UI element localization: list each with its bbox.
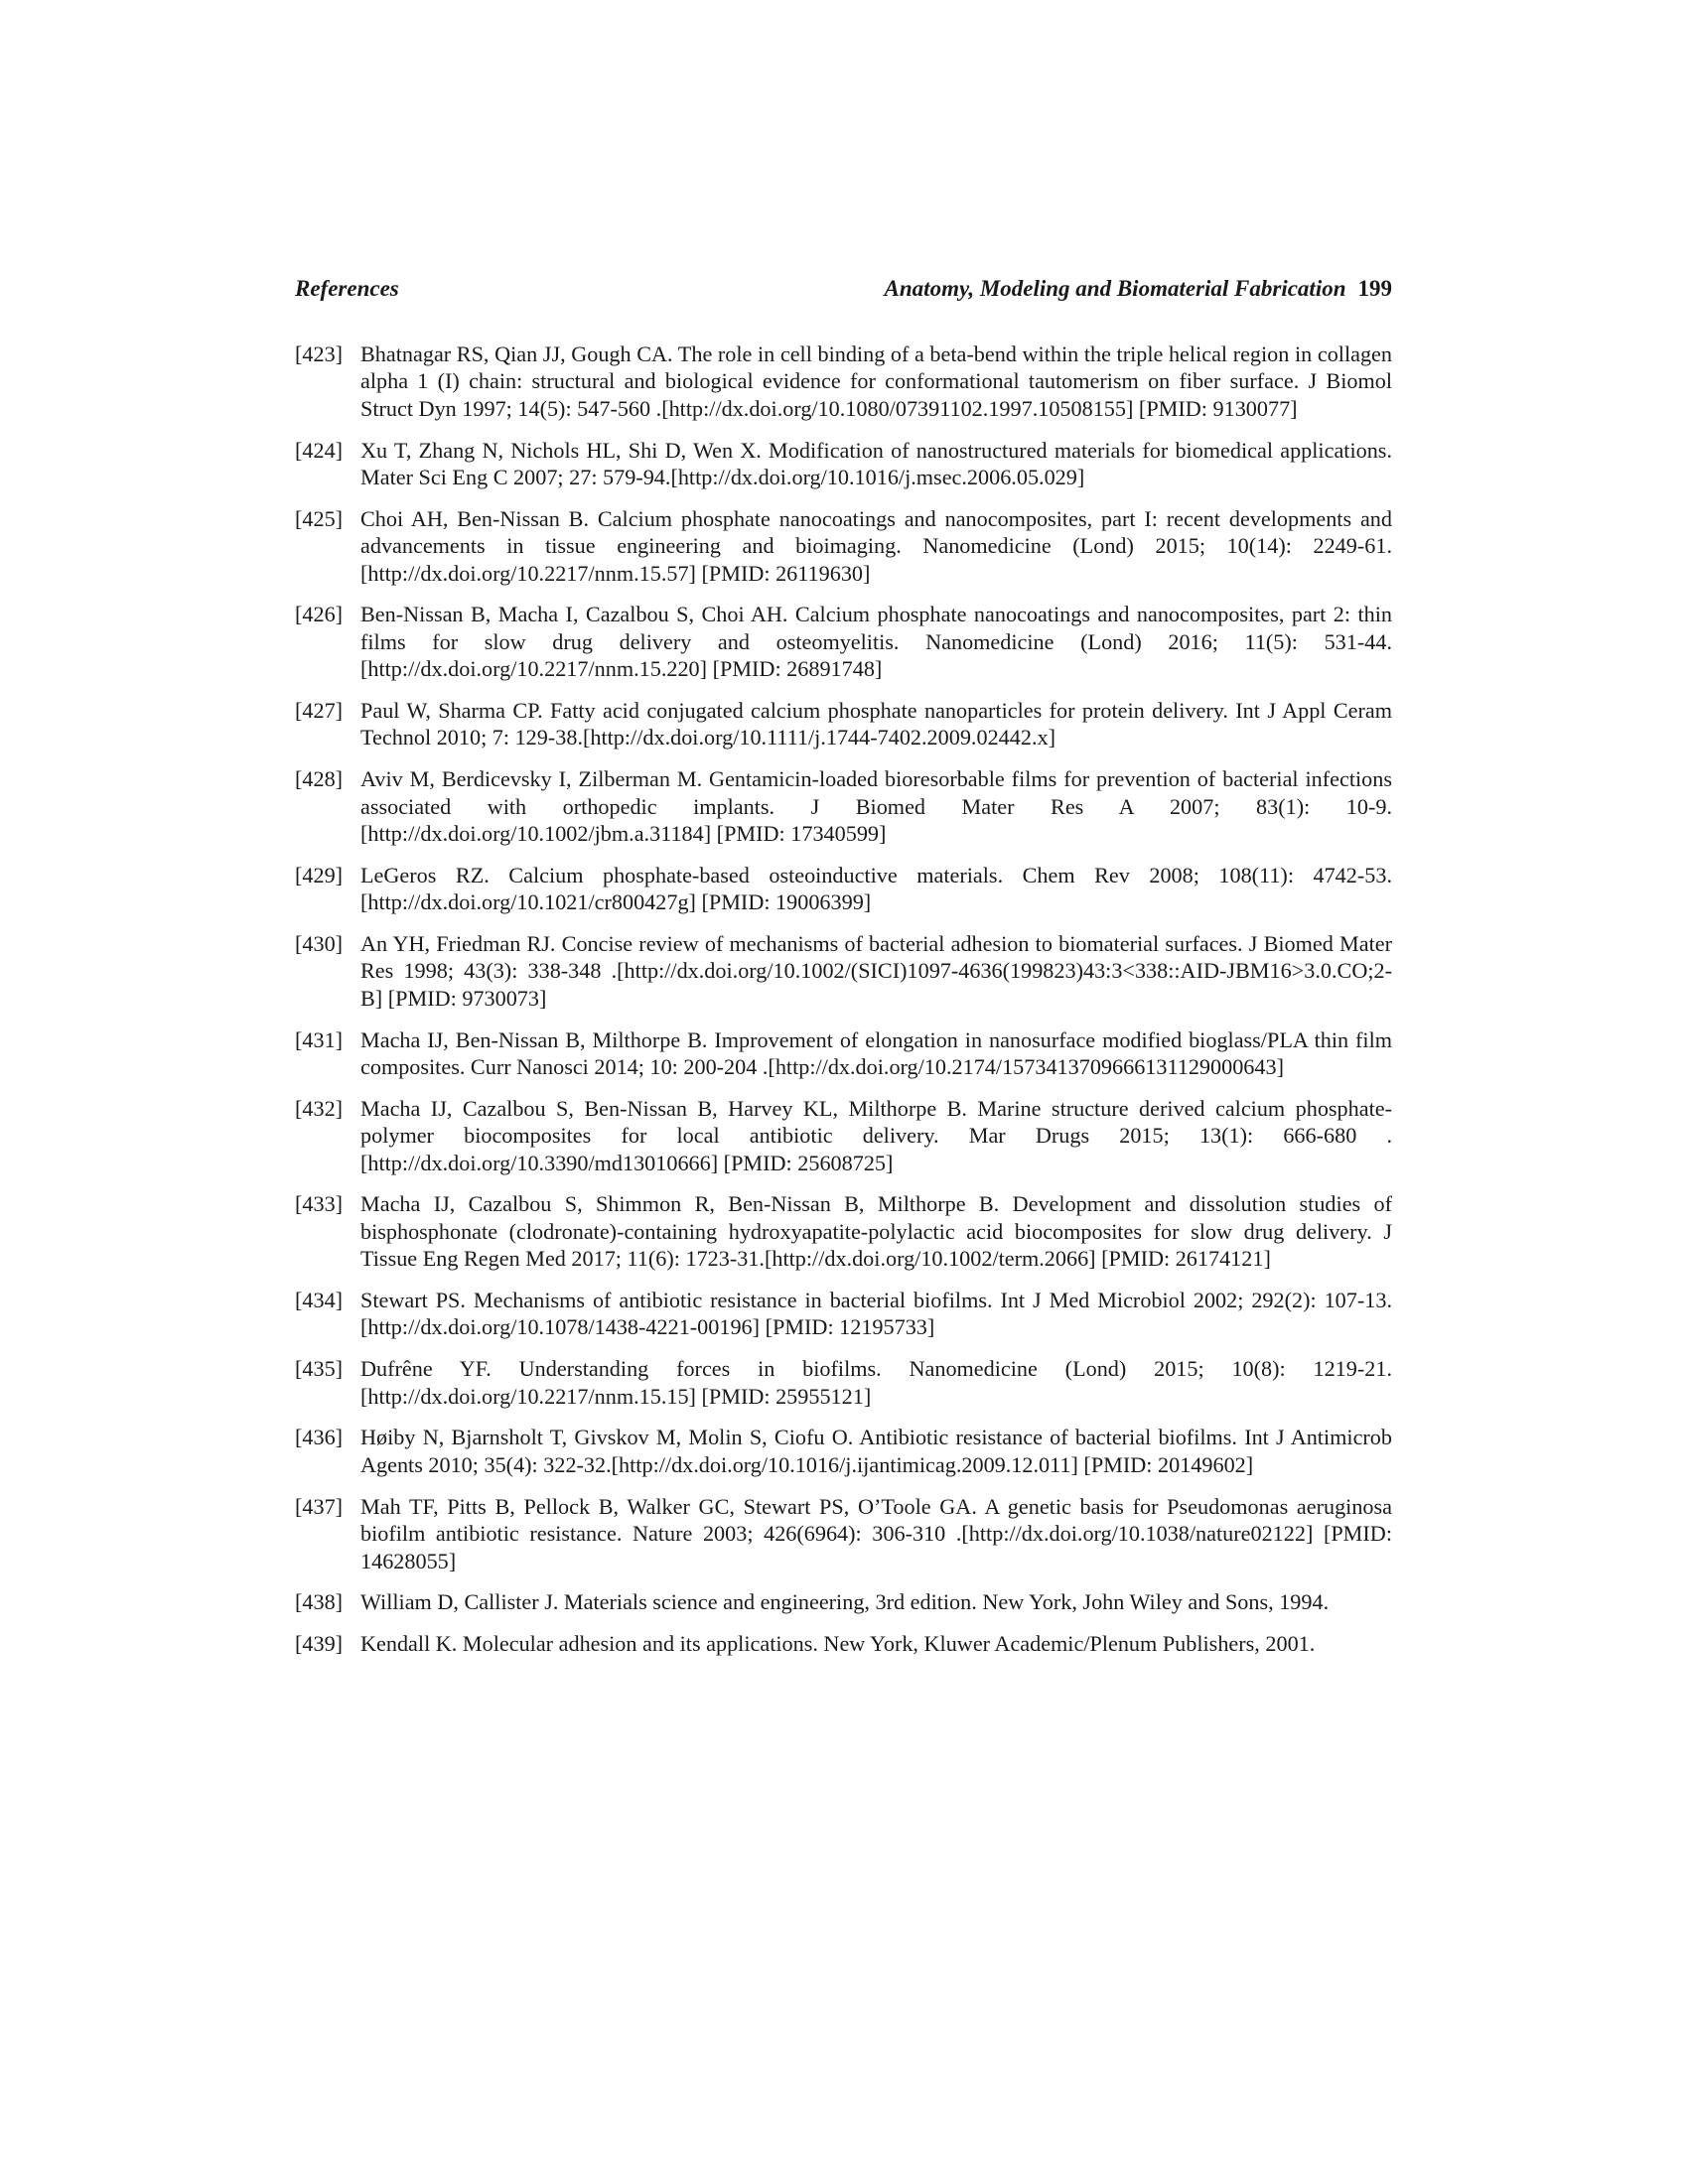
reference-number: [425]	[295, 505, 344, 531]
reference-number: [431]	[295, 1026, 344, 1052]
reference-text: Macha IJ, Cazalbou S, Shimmon R, Ben-Nissan B, Milthorpe B. Development and dissolution studies of bisphosphonate (clodronate)-containing hydroxyapatite-polylactic acid biocomposites for slow drug delivery. J Tissue Eng Regen Med 2017; 11(6): 1723-31.[http://dx.doi.org/10.1002/term.2066] [PMID: 26174121]	[360, 1191, 1392, 1272]
book-title-group	[885, 271, 1392, 307]
book-title: Anatomy, Modeling and Biomaterial Fabrication	[884, 276, 1346, 301]
reference-text: Mah TF, Pitts B, Pellock B, Walker GC, Stewart PS, O’Toole GA. A genetic basis for Pseudomonas aeruginosa biofilm antibiotic resistance. Nature 2003; 426(6964): 306-310 .[http://dx.doi.org/10.1038/nature02122] [PMID: 14628055]	[360, 1493, 1392, 1573]
reference-text: Bhatnagar RS, Qian JJ, Gough CA. The role in cell binding of a beta-bend within the triple helical region in collagen alpha 1 (I) chain: structural and biological evidence for conformational tautomerism on fiber surface. J Biomol Struct Dyn 1997; 14(5): 547-560 .[http://dx.doi.org/10.1080/07391102.1997.10508155] [PMID: 9130077]	[360, 341, 1392, 421]
reference-text: Xu T, Zhang N, Nichols HL, Shi D, Wen X. Modification of nanostructured materials for biomedical applications. Mater Sci Eng C 2007; 27: 579-94.[http://dx.doi.org/10.1016/j.msec.2006.05.029]	[360, 437, 1392, 490]
reference-number: [429]	[295, 862, 344, 887]
reference-item	[295, 765, 1392, 847]
reference-item	[295, 505, 1392, 587]
reference-item	[295, 1190, 1392, 1272]
section-title: References	[295, 276, 399, 301]
reference-item	[295, 1287, 1392, 1341]
reference-number: [437]	[295, 1493, 344, 1519]
reference-number: [423]	[295, 341, 344, 366]
reference-number: [430]	[295, 931, 344, 957]
reference-item	[295, 1095, 1392, 1176]
reference-number: [428]	[295, 766, 344, 792]
reference-number: [427]	[295, 698, 344, 724]
reference-item	[295, 1355, 1392, 1410]
reference-item	[295, 1588, 1392, 1615]
reference-text: Dufrêne YF. Understanding forces in biofilms. Nanomedicine (Lond) 2015; 10(8): 1219-21.[http://dx.doi.org/10.2217/nnm.15.15] [PMID: 25955121]	[360, 1356, 1392, 1409]
reference-text: Aviv M, Berdicevsky I, Zilberman M. Gentamicin-loaded bioresorbable films for prevention of bacterial infections associated with orthopedic implants. J Biomed Mater Res A 2007; 83(1): 10-9.[http://dx.doi.org/10.1002/jbm.a.31184] [PMID: 17340599]	[360, 766, 1392, 847]
reference-text: Kendall K. Molecular adhesion and its applications. New York, Kluwer Academic/Plenum Publishers, 2001.	[360, 1631, 1316, 1657]
reference-number: [434]	[295, 1288, 344, 1313]
reference-text: Paul W, Sharma CP. Fatty acid conjugated calcium phosphate nanoparticles for protein delivery. Int J Appl Ceram Technol 2010; 7: 129-38.[http://dx.doi.org/10.1111/j.1744-7402.2009.02442.x]	[360, 698, 1392, 751]
reference-item	[295, 862, 1392, 916]
reference-number: [432]	[295, 1095, 344, 1121]
reference-item	[295, 697, 1392, 751]
reference-number: [438]	[295, 1589, 344, 1615]
reference-item	[295, 1630, 1392, 1657]
reference-item	[295, 437, 1392, 491]
reference-number: [439]	[295, 1631, 344, 1657]
reference-number: [424]	[295, 437, 344, 463]
reference-text: William D, Callister J. Materials science and engineering, 3rd edition. New York, John Wiley and Sons, 1994.	[360, 1589, 1330, 1615]
reference-number: [426]	[295, 602, 344, 627]
reference-item	[295, 1493, 1392, 1574]
reference-text: Macha IJ, Cazalbou S, Ben-Nissan B, Harvey KL, Milthorpe B. Marine structure derived calcium phosphate-polymer biocomposites for local antibiotic delivery. Mar Drugs 2015; 13(1): 666-680 .[http://dx.doi.org/10.3390/md13010666] [PMID: 25608725]	[360, 1095, 1392, 1175]
reference-text: Stewart PS. Mechanisms of antibiotic resistance in bacterial biofilms. Int J Med Microbiol 2002; 292(2): 107-13.[http://dx.doi.org/10.1078/1438-4221-00196] [PMID: 12195733]	[360, 1288, 1392, 1340]
reference-item	[295, 601, 1392, 682]
reference-number: [436]	[295, 1425, 344, 1450]
reference-text: Ben-Nissan B, Macha I, Cazalbou S, Choi AH. Calcium phosphate nanocoatings and nanocomposites, part 2: thin films for slow drug delivery and osteomyelitis. Nanomedicine (Lond) 2016; 11(5): 531-44.[http://dx.doi.org/10.2217/nnm.15.220] [PMID: 26891748]	[360, 602, 1392, 682]
running-header	[295, 271, 1392, 307]
reference-item	[295, 1026, 1392, 1081]
reference-item	[295, 930, 1392, 1012]
reference-text: Macha IJ, Ben-Nissan B, Milthorpe B. Improvement of elongation in nanosurface modified bioglass/PLA thin film composites. Curr Nanosci 2014; 10: 200-204 .[http://dx.doi.org/10.2174/1573413709666131129000643]	[360, 1026, 1392, 1080]
reference-text: LeGeros RZ. Calcium phosphate-based osteoinductive materials. Chem Rev 2008; 108(11): 4742-53.[http://dx.doi.org/10.1021/cr800427g] [PMID: 19006399]	[360, 862, 1392, 915]
reference-item	[295, 341, 1392, 422]
reference-text: Choi AH, Ben-Nissan B. Calcium phosphate nanocoatings and nanocomposites, part I: recent developments and advancements in tissue engineering and bioimaging. Nanomedicine (Lond) 2015; 10(14): 2249-61.[http://dx.doi.org/10.2217/nnm.15.57] [PMID: 26119630]	[360, 505, 1392, 586]
reference-item	[295, 1424, 1392, 1478]
reference-number: [435]	[295, 1356, 344, 1382]
reference-text: An YH, Friedman RJ. Concise review of mechanisms of bacterial adhesion to biomaterial surfaces. J Biomed Mater Res 1998; 43(3): 338-348 .[http://dx.doi.org/10.1002/(SICI)1097-4636(199823)43:3<338::AID-JBM16>3.0.CO;2-B] [PMID: 9730073]	[360, 931, 1392, 1011]
page-number: 199	[1357, 276, 1392, 301]
reference-list	[295, 341, 1392, 1672]
reference-text: Høiby N, Bjarnsholt T, Givskov M, Molin S, Ciofu O. Antibiotic resistance of bacterial biofilms. Int J Antimicrob Agents 2010; 35(4): 322-32.[http://dx.doi.org/10.1016/j.ijantimicag.2009.12.011] [PMID: 20149602]	[360, 1425, 1392, 1477]
reference-number: [433]	[295, 1191, 344, 1217]
